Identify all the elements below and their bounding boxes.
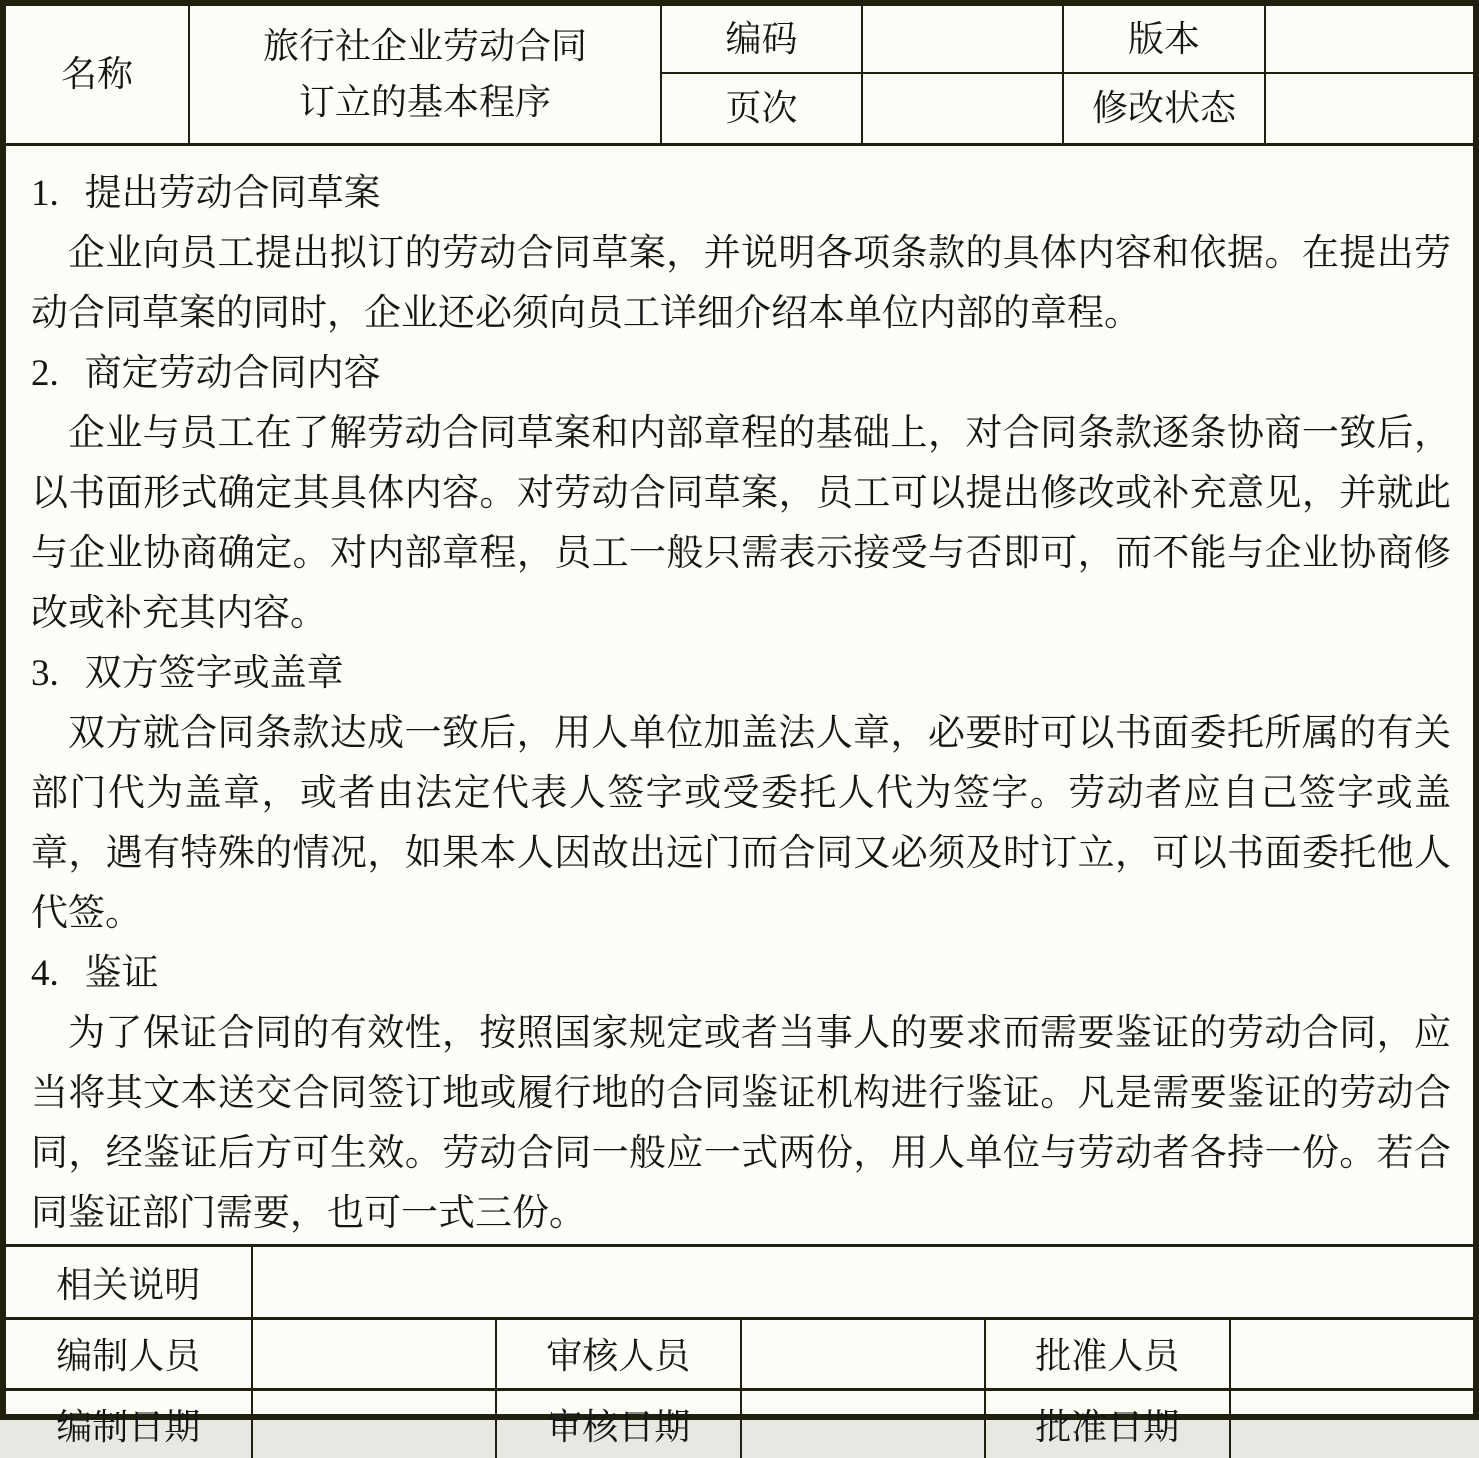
- review-date-label: 审核日期: [546, 1406, 691, 1447]
- footer-table: [6, 1244, 1473, 1458]
- related-notes-value-cell: [251, 1247, 1474, 1317]
- page-label-cell: [662, 74, 863, 143]
- section-2-paragraph: 企业与员工在了解劳动合同草案和内部章程的基础上，对合同条款逐条协商一致后，以书面形式确定其具体内容。对劳动合同草案，员工可以提出修改或补充意见，并就此与企业协商确定。对内部章程，员工一般只需表示接受与否即可，而不能与企业协商修改或补充其内容。: [31, 413, 1451, 634]
- page-value-cell: [863, 74, 1064, 143]
- version-value-cell: [1266, 6, 1473, 74]
- document-body: [6, 146, 1473, 1244]
- prepared-date-label: 编制日期: [56, 1406, 201, 1447]
- section-1-heading: [31, 164, 1451, 224]
- approved-by-label: 批准人员: [1035, 1336, 1180, 1377]
- code-value-cell: [863, 6, 1064, 74]
- revision-status-value-cell: [1266, 74, 1473, 143]
- name-label: 名称: [60, 54, 133, 94]
- review-date-label-cell: [495, 1388, 740, 1458]
- document-title-cell: [190, 6, 662, 143]
- section-1-number: 1.: [31, 173, 59, 214]
- approval-date-value-cell: [1229, 1388, 1474, 1458]
- reviewed-by-label-cell: [495, 1317, 740, 1387]
- approval-date-label-cell: [984, 1388, 1229, 1458]
- reviewed-by-label: 审核人员: [546, 1336, 691, 1377]
- section-1-title: 提出劳动合同草案: [84, 173, 381, 214]
- section-3-heading: [31, 644, 1451, 704]
- version-label-cell: [1064, 6, 1266, 74]
- document-title-line2: 订立的基本程序: [298, 82, 551, 123]
- approved-by-value-cell: [1229, 1317, 1474, 1387]
- section-1-paragraph: 企业向员工提出拟订的劳动合同草案，并说明各项条款的具体内容和依据。在提出劳动合同草案的同时，企业还必须向员工详细介绍本单位内部的章程。: [31, 233, 1451, 334]
- revision-status-label-cell: [1064, 74, 1266, 143]
- prepared-by-label: 编制人员: [56, 1336, 201, 1377]
- version-label: 版本: [1127, 18, 1200, 59]
- section-3-number: 3.: [31, 653, 59, 694]
- section-2-number: 2.: [31, 353, 59, 394]
- approval-date-label: 批准日期: [1035, 1406, 1180, 1447]
- header-table: [6, 6, 1473, 146]
- review-date-value-cell: [740, 1388, 985, 1458]
- prepared-by-value-cell: [251, 1317, 496, 1387]
- related-notes-label-cell: [6, 1247, 251, 1317]
- prepared-date-label-cell: [6, 1388, 251, 1458]
- related-notes-label: 相关说明: [56, 1264, 201, 1305]
- code-label: 编码: [725, 18, 798, 59]
- prepared-by-label-cell: [6, 1317, 251, 1387]
- page-label: 页次: [725, 88, 798, 128]
- section-3-paragraph: 双方就合同条款达成一致后，用人单位加盖法人章，必要时可以书面委托所属的有关部门代为盖章，或者由法定代表人签字或受委托人代为签字。劳动者应自己签字或盖章，遇有特殊的情况，如果本人因故出远门而合同又必须及时订立，可以书面委托他人代签。: [31, 713, 1451, 934]
- section-2-heading: [31, 344, 1451, 404]
- document-title-line1: 旅行社企业劳动合同: [262, 25, 587, 66]
- section-4-title: 鉴证: [84, 953, 159, 994]
- section-4-number: 4.: [31, 953, 59, 994]
- reviewed-by-value-cell: [740, 1317, 985, 1387]
- section-2-title: 商定劳动合同内容: [84, 353, 381, 394]
- section-4-heading: [31, 944, 1451, 1004]
- section-3-title: 双方签字或盖章: [84, 653, 344, 694]
- prepared-date-value-cell: [251, 1388, 496, 1458]
- name-label-cell: [6, 6, 190, 143]
- revision-status-label: 修改状态: [1091, 88, 1236, 128]
- approved-by-label-cell: [984, 1317, 1229, 1387]
- code-label-cell: [662, 6, 863, 74]
- section-4-paragraph: 为了保证合同的有效性，按照国家规定或者当事人的要求而需要鉴证的劳动合同，应当将其文本送交合同签订地或履行地的合同鉴证机构进行鉴证。凡是需要鉴证的劳动合同，经鉴证后方可生效。劳动合同一般应一式两份，用人单位与劳动者各持一份。若合同鉴证部门需要，也可一式三份。: [31, 1013, 1451, 1234]
